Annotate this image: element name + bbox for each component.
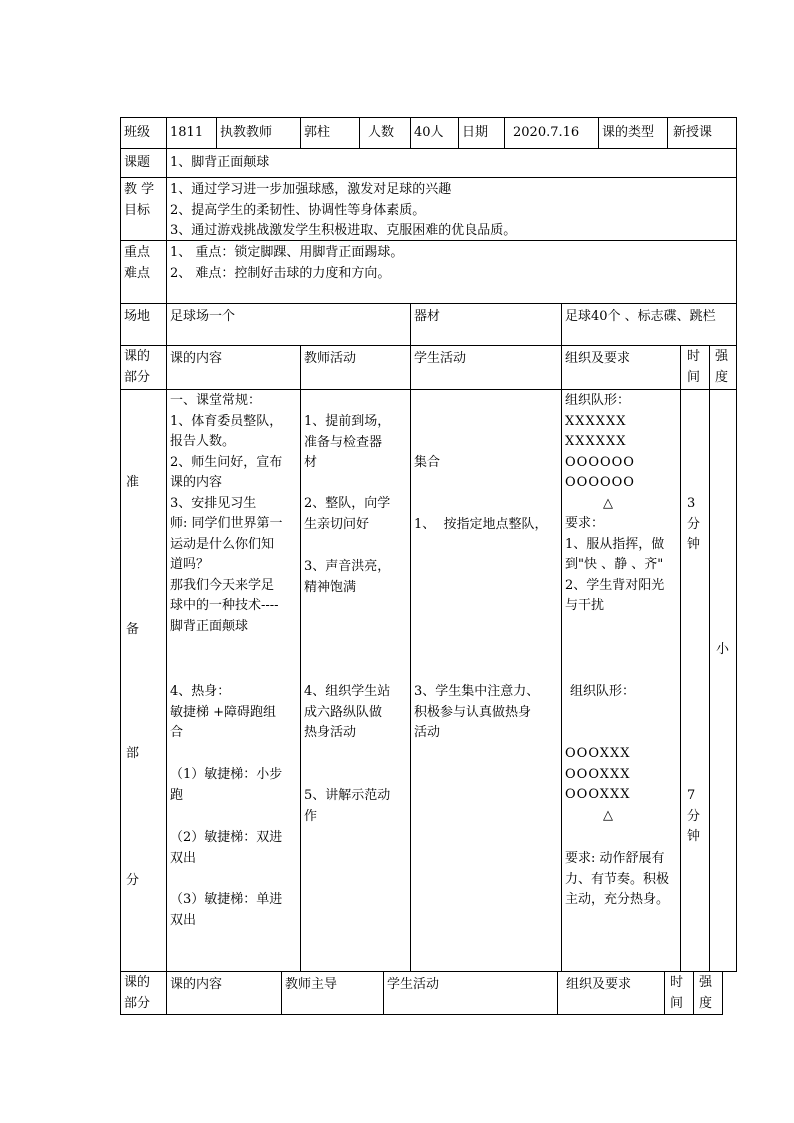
teacher-label: 执教教师 <box>220 124 273 140</box>
footer-teacher: 教师主导 <box>285 977 338 992</box>
header-org: 组织及要求 <box>565 351 631 366</box>
venue-label: 场地 <box>124 309 151 324</box>
equipment-value: 足球40个 、标志碟、跳栏 <box>565 309 716 324</box>
formation-row: XXXXXX <box>565 434 627 449</box>
goal-item: 1、通过学习进一步加强球感，激发对足球的兴趣 <box>170 182 452 197</box>
student-activity-2: 3、学生集中注意力、 积极参与认真做热身 活动 <box>414 684 540 740</box>
teacher-activity-1: 1、提前到场， 准备与检查器 材 <box>304 414 391 470</box>
header-student: 学生活动 <box>414 351 467 366</box>
footer-student: 学生活动 <box>387 977 440 992</box>
org-requirements-2: 要求: 动作舒展有 力、有节奏。积极 主动，充分热身。 <box>565 851 670 907</box>
goal-item: 2、提高学生的柔韧性、协调性等身体素质。 <box>170 202 426 218</box>
part-char: 部 <box>126 746 140 761</box>
goals-label: 教 学 目标 <box>124 182 155 218</box>
prep-content-warmup: 4、热身： 敏捷梯 +障碍跑组 合 <box>170 684 277 740</box>
org-formation-2 <box>562 744 680 828</box>
date-label: 日期 <box>462 124 489 140</box>
part-char: 备 <box>126 622 140 637</box>
date-value: 2020.7.16 <box>513 124 580 140</box>
venue-value: 足球场一个 <box>170 309 236 324</box>
teacher-activity-5: 5、讲解示范动 作 <box>304 788 391 824</box>
formation-row: OOOOOO <box>565 454 635 470</box>
part-char: 准 <box>126 475 140 490</box>
teacher-activity-4: 4、组织学生站 成六路纵队做 热身活动 <box>304 684 391 740</box>
key-points-list <box>167 243 735 301</box>
count-value: 40人 <box>414 124 444 140</box>
student-activity-1: 集合 1、 按指定地点整队， <box>414 455 548 532</box>
teacher-activity-2: 2、整队，向学 生亲切问好 <box>304 496 391 532</box>
key-point-item: 2、 难点：控制好击球的力度和方向。 <box>170 265 391 281</box>
prep-content-drill-3: （3）敏捷梯：单进 双出 <box>170 892 283 928</box>
header-teacher: 教师活动 <box>304 351 357 366</box>
part-char: 分 <box>126 873 140 888</box>
footer-content: 课的内容 <box>170 977 223 992</box>
lesson-type-value: 新授课 <box>673 124 713 140</box>
time-warmup-drills: 7 分 钟 <box>687 788 701 844</box>
teacher-position-marker: △ <box>603 807 613 823</box>
footer-part: 课的 部分 <box>124 975 151 1011</box>
count-label: 人数 <box>368 124 395 140</box>
class-label: 班级 <box>124 124 151 140</box>
topic-value: 1、脚背正面颠球 <box>170 154 270 170</box>
class-value: 1811 <box>170 124 204 140</box>
intensity-value: 小 <box>716 642 730 657</box>
prep-content-routine: 一、课堂常规： 1、体育委员整队， 报告人数。 2、师生问好，宣布 课的内容 3、安排见习生 师: 同学们世界第一 运动是什么你们知 道吗？ 那我们今天来学足 球中的一种技术---- 脚背正面颠球 <box>170 393 283 634</box>
formation-row: XXXXXX <box>565 413 627 429</box>
formation-row: OOOXXX <box>565 766 631 782</box>
formation-row: OOOOOO <box>565 475 635 490</box>
time-warmup-routine: 3 分 钟 <box>687 496 701 552</box>
teacher-position-marker: △ <box>603 495 613 511</box>
equipment-label: 器材 <box>414 309 441 324</box>
prep-content-drill-1: （1）敏捷梯：小步 跑 <box>170 767 283 803</box>
prep-content-drill-2: （2）敏捷梯：双进 双出 <box>170 830 283 866</box>
teacher-activity-3: 3、声音洪亮， 精神饱满 <box>304 559 391 595</box>
footer-intensity: 强 度 <box>699 975 713 1011</box>
key-points-label: 重点 难点 <box>124 245 151 281</box>
header-part: 课的 部分 <box>124 349 151 385</box>
org-formation-title: 组织队形： <box>570 684 636 699</box>
topic-label: 课题 <box>124 154 151 170</box>
org-requirements-1: 组织队形： XXXXXX XXXXXX OOOOOO OOOOOO △ 要求： 1、服从指挥，做 到"快 、静 、齐" 2、学生背对阳光 与干扰 <box>562 391 680 621</box>
goals-list <box>167 180 735 240</box>
key-point-item: 1、 重点：锁定脚踝、用脚背正面踢球。 <box>170 245 404 260</box>
teacher-name: 郭柱 <box>304 124 331 140</box>
lesson-type-label: 课的类型 <box>602 124 655 140</box>
goal-item: 3、通过游戏挑战激发学生积极进取、克服困难的优良品质。 <box>170 223 517 238</box>
formation-row: OOOXXX <box>565 787 631 802</box>
header-time: 时 间 <box>687 349 701 385</box>
footer-org: 组织及要求 <box>566 977 632 992</box>
header-content: 课的内容 <box>170 351 223 366</box>
footer-time: 时 间 <box>670 975 684 1011</box>
header-intensity: 强 度 <box>715 349 729 385</box>
formation-row: OOOXXX <box>565 746 631 761</box>
